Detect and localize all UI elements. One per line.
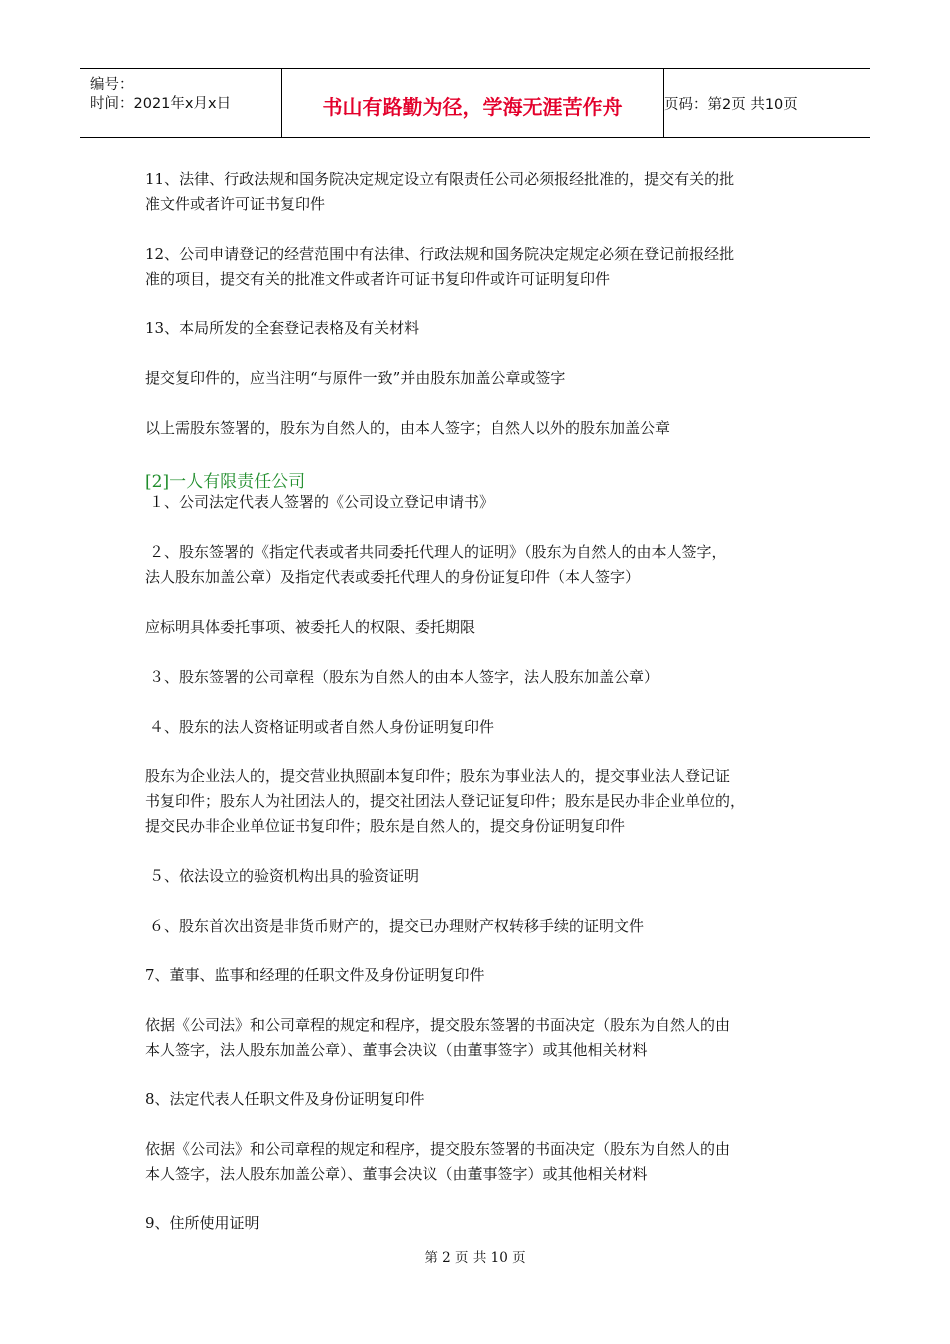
paragraph-copy-note (145, 366, 565, 391)
section-heading: [2]一人有限责任公司 (145, 472, 306, 492)
text-line: 提交复印件的，应当注明“与原件一致”并由股东加盖公章或签字 (145, 369, 566, 387)
list-item (149, 914, 644, 939)
header-meta (80, 69, 282, 137)
number-label: 编号： (90, 77, 134, 93)
list-item (145, 615, 475, 640)
text-line: 应标明具体委托事项、被委托人的权限、委托期限 (145, 618, 476, 636)
text-line: １、公司法定代表人签署的《公司设立登记申请书》 (149, 493, 495, 511)
text-line: 法人股东加盖公章）及指定代表或委托代理人的身份证复印件（本人签字） (145, 568, 641, 586)
page-header (80, 68, 870, 138)
text-line: 股东为企业法人的，提交营业执照副本复印件；股东为事业法人的，提交事业法人登记证 (145, 767, 731, 785)
text-line: 准文件或者许可证书复印件 (145, 195, 326, 213)
paragraph-13 (145, 316, 419, 341)
text-line: 准的项目，提交有关的批准文件或者许可证书复印件或许可证明复印件 (145, 270, 611, 288)
list-item (145, 1013, 730, 1063)
page-number-label: 页码：第2页 共10页 (664, 97, 798, 113)
list-item (145, 764, 745, 839)
motto-text: 书山有路勤为径，学海无涯苦作舟 (322, 95, 623, 119)
text-line: 书复印件；股东人为社团法人的，提交社团法人登记证复印件；股东是民办非企业单位的， (145, 792, 746, 810)
paragraph-11 (145, 167, 734, 217)
page-footer: 第 2 页 共 10 页 (424, 1250, 526, 1266)
text-line: ５、依法设立的验资机构出具的验资证明 (149, 867, 420, 885)
text-line: 9、住所使用证明 (145, 1214, 260, 1232)
text-line: ４、股东的法人资格证明或者自然人身份证明复印件 (149, 718, 495, 736)
text-line: 依据《公司法》和公司章程的规定和程序，提交股东签署的书面决定（股东为自然人的由 (145, 1140, 731, 1158)
text-line: 7、董事、监事和经理的任职文件及身份证明复印件 (145, 966, 485, 984)
list-item (149, 490, 494, 515)
time-label: 时间：2021年x月x日 (90, 96, 232, 112)
header-motto-cell (282, 69, 664, 137)
list-item (149, 864, 419, 889)
text-line: 依据《公司法》和公司章程的规定和程序，提交股东签署的书面决定（股东为自然人的由 (145, 1016, 731, 1034)
list-item (149, 665, 659, 690)
text-line: ６、股东首次出资是非货币财产的，提交已办理财产权转移手续的证明文件 (149, 917, 645, 935)
list-item (145, 540, 727, 590)
text-line: ２、股东签署的《指定代表或者共同委托代理人的证明》（股东为自然人的由本人签字， (149, 543, 727, 561)
text-line: 13、本局所发的全套登记表格及有关材料 (145, 319, 420, 337)
paragraph-12 (145, 242, 734, 292)
list-item (145, 963, 485, 988)
header-page-cell (664, 69, 870, 137)
text-line: 本人签字，法人股东加盖公章）、董事会决议（由董事签字）或其他相关材料 (145, 1165, 648, 1183)
list-item (145, 1211, 260, 1236)
text-line: 以上需股东签署的，股东为自然人的，由本人签字；自然人以外的股东加盖公章 (145, 419, 671, 437)
text-line: 12、公司申请登记的经营范围中有法律、行政法规和国务院决定规定必须在登记前报经批 (145, 245, 735, 263)
text-line: 本人签字，法人股东加盖公章）、董事会决议（由董事签字）或其他相关材料 (145, 1041, 648, 1059)
list-item (145, 1137, 730, 1187)
text-line: 8、法定代表人任职文件及身份证明复印件 (145, 1090, 425, 1108)
text-line: 11、法律、行政法规和国务院决定规定设立有限责任公司必须报经批准的，提交有关的批 (145, 170, 735, 188)
list-item (145, 1087, 425, 1112)
text-line: 提交民办非企业单位证书复印件；股东是自然人的，提交身份证明复印件 (145, 817, 626, 835)
text-line: ３、股东签署的公司章程（股东为自然人的由本人签字，法人股东加盖公章） (149, 668, 660, 686)
list-item (149, 715, 494, 740)
paragraph-sign-note (145, 416, 670, 441)
